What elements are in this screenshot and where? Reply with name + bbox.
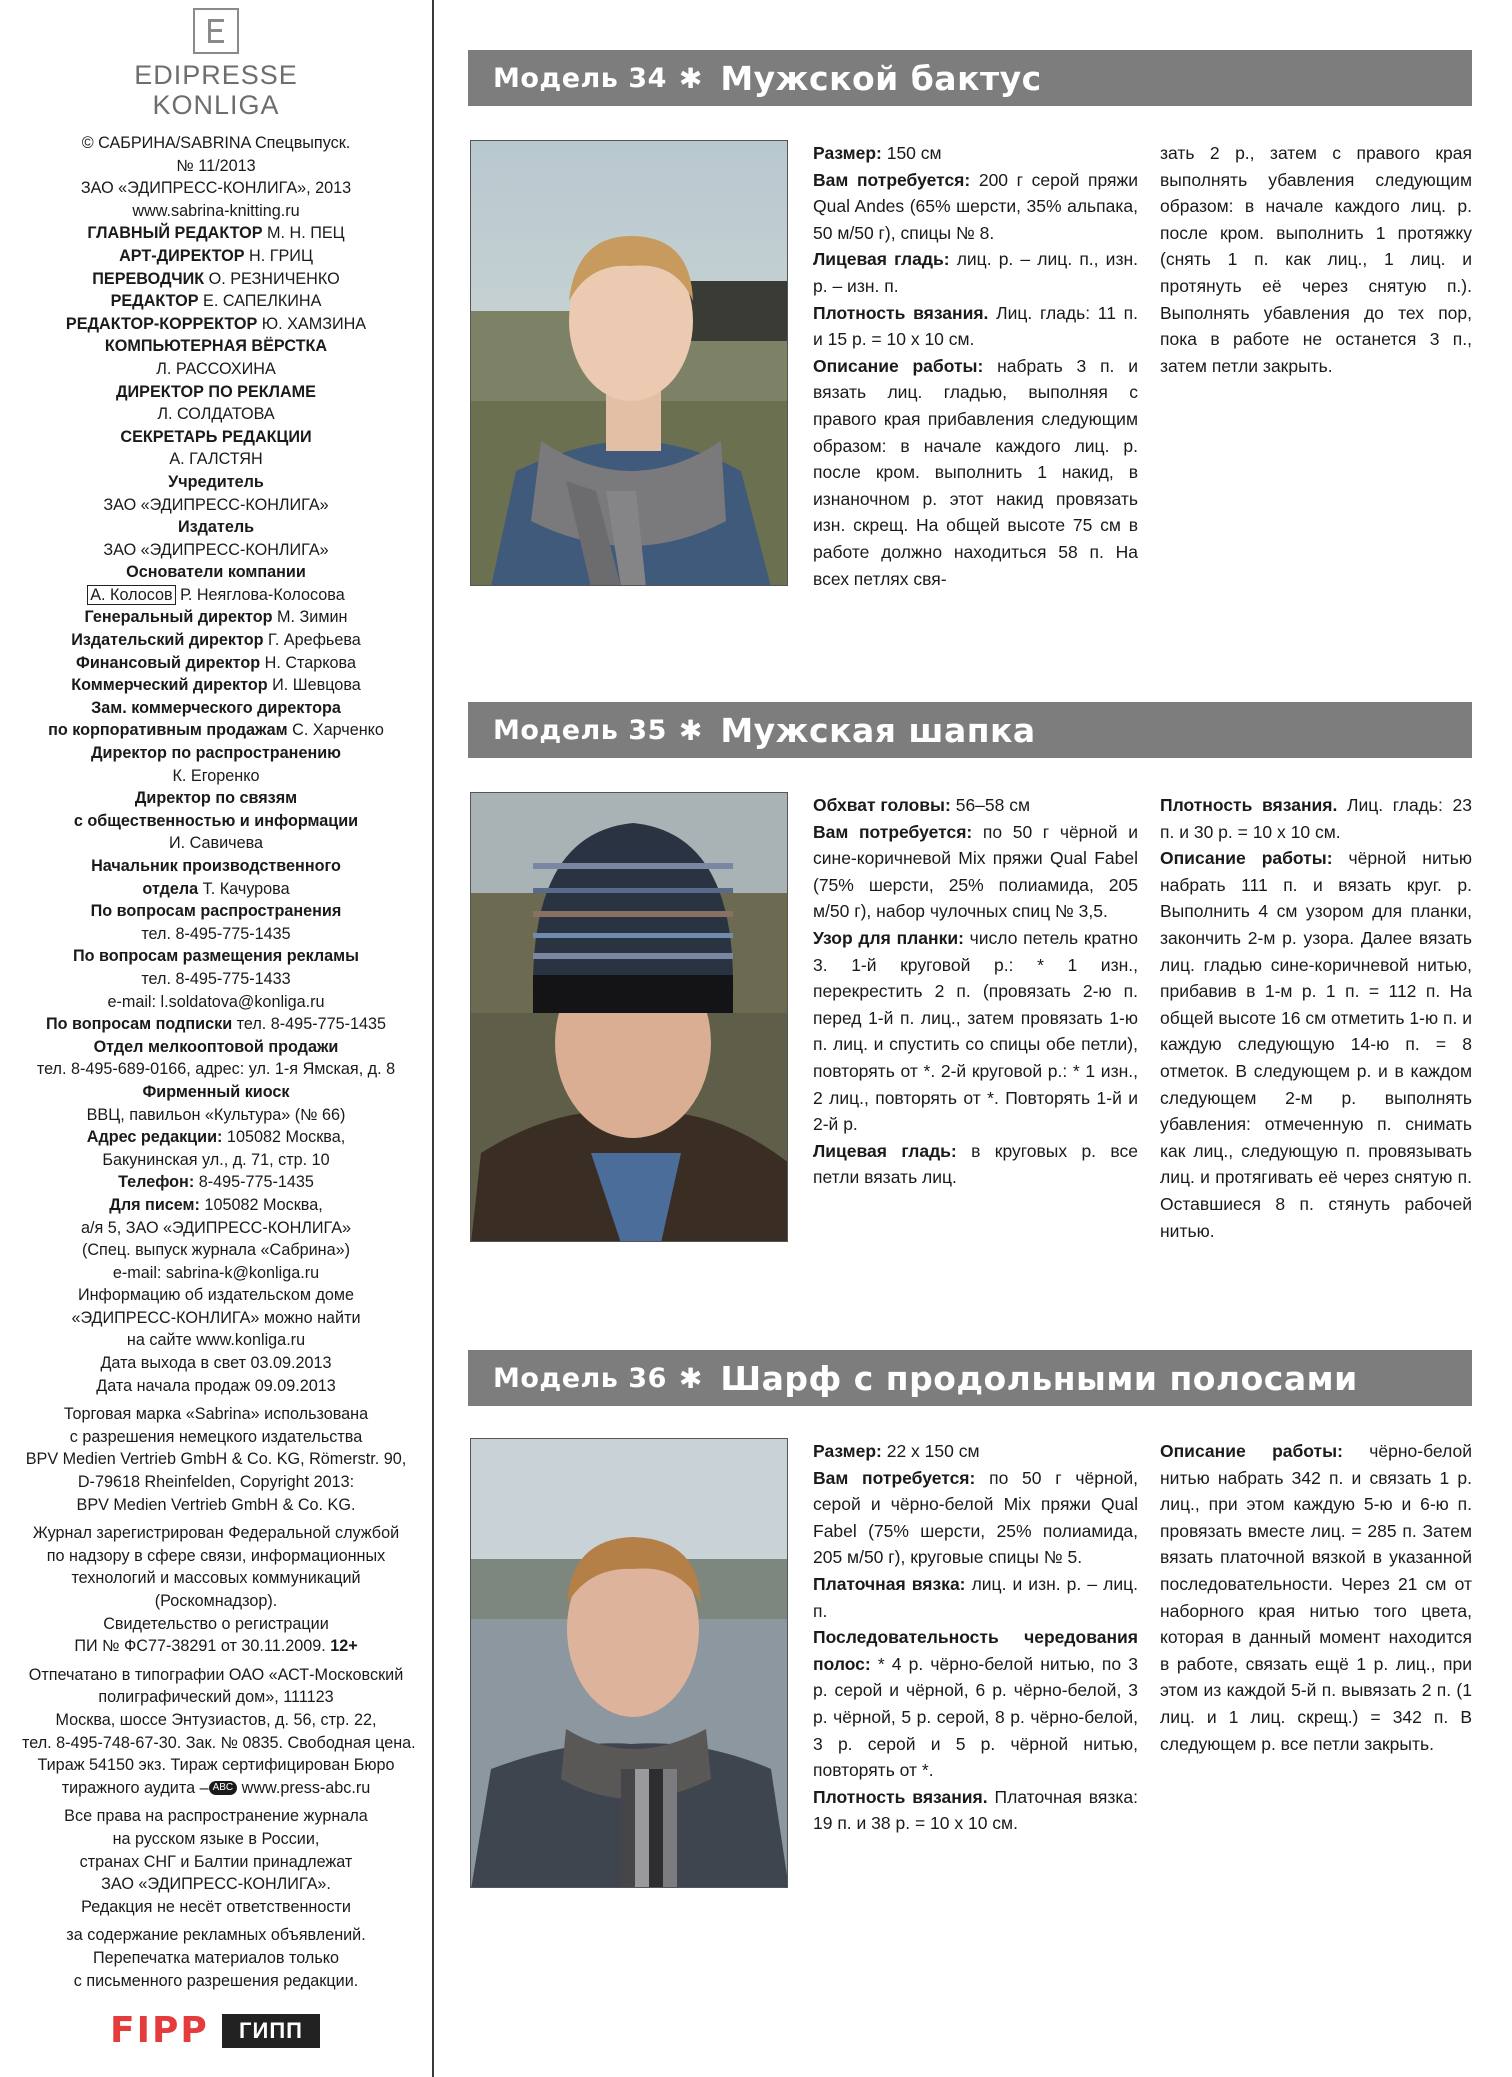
imprint-line — [22, 900, 410, 923]
imprint-line — [22, 1635, 410, 1658]
text-run: 105082 Москва, — [199, 1195, 323, 1214]
imprint-line — [22, 177, 410, 200]
text-run: К. Егоренко — [172, 766, 260, 785]
text-run: по 50 г чёрной, серой и чёрно-белой Mix пряжи Qual Fabel (75% шерсти, 25% полиамида, 205 м/50 г), круговые спицы № 5. — [813, 1467, 1138, 1568]
text-run: * 4 р. чёрно-белой нитью, по 3 р. серой и чёрной, 6 р. чёрно-белой, 3 р. чёрной, 5 р. серой, 8 р. чёрно-белой, 3 р. серой и 5 р. чёрной нитью, повторять от *. — [813, 1653, 1138, 1781]
paragraph — [813, 353, 1138, 592]
imprint-line — [22, 652, 410, 675]
bold-label: Директор по распространению — [90, 744, 341, 763]
text-run: Е. САПЕЛКИНА — [198, 292, 322, 311]
bold-label: Описание работы: — [1160, 848, 1333, 869]
text-run: D-79618 Rheinfelden, Copyright 2013: — [77, 1473, 355, 1492]
bold-label: Размер: — [813, 1441, 882, 1461]
paragraph — [813, 925, 1138, 1138]
imprint-line — [22, 1058, 410, 1081]
abc-badge-icon: ABC — [209, 1781, 238, 1795]
imprint-line — [22, 358, 410, 381]
paragraph — [813, 246, 1138, 299]
imprint-line — [22, 787, 410, 810]
imprint-line — [22, 855, 410, 878]
bold-label: Коммерческий директор — [71, 676, 268, 695]
text-run: Информацию об издательском доме — [77, 1286, 355, 1305]
text-run: И. Савичева — [168, 834, 263, 853]
bold-label: Учредитель — [168, 472, 264, 491]
model-number: Модель 36 — [493, 1362, 667, 1394]
model-number: Модель 35 — [493, 714, 667, 746]
bold-label: КОМПЬЮТЕРНАЯ ВЁРСТКА — [104, 337, 328, 356]
bold-label: Адрес редакции: — [86, 1128, 223, 1147]
text-run: Бакунинская ул., д. 71, стр. 10 — [102, 1150, 330, 1169]
bold-label: Для писем: — [109, 1195, 200, 1214]
text-run: 200 г серой пряжи Qual Andes (65% шерсти, 35% альпака, 50 м/50 г), спицы № 8. — [813, 169, 1138, 243]
text-run: А. ГАЛСТЯН — [169, 450, 263, 469]
text-run: Лиц. гладь: 23 п. и 30 р. = 10 х 10 см. — [1160, 795, 1472, 842]
text-run: набрать 3 п. и вязать лиц. гладью, выполняя с правого края прибавления следующим образом: в начале каждого лиц. р. после кром. выполнить 1 накид, в изнаночном р. этот накид провязать изн. скрещ. На общей высоте 75 см в работе должно находиться 58 п. На всех петлях свя- — [813, 355, 1138, 589]
model-36-col1 — [813, 1438, 1138, 1837]
bold-label: Размер: — [813, 143, 882, 163]
model-34-col1 — [813, 140, 1138, 592]
imprint-column — [0, 0, 432, 2077]
paragraph — [813, 300, 1138, 353]
paragraph — [813, 1784, 1138, 1837]
text-run: № 11/2013 — [176, 156, 256, 175]
logo-edipresse: EDIPRESSE — [134, 60, 298, 90]
text-run: лиц. р. – лиц. п., изн. р. – изн. п. — [813, 249, 1138, 296]
imprint-line — [22, 1567, 410, 1590]
model-35-photo — [470, 792, 788, 1242]
imprint-line — [22, 268, 410, 291]
paragraph — [813, 140, 1138, 167]
imprint-line — [22, 923, 410, 946]
text-run: а/я 5, ЗАО «ЭДИПРЕСС-КОНЛИГА» — [80, 1218, 352, 1237]
model-number: Модель 34 — [493, 62, 667, 94]
bold-label: Отдел мелкооптовой продажи — [93, 1037, 339, 1056]
bold-label: Последовательность чередования полос: — [813, 1627, 1138, 1674]
imprint-line — [22, 1375, 410, 1398]
imprint-line — [22, 1590, 410, 1613]
bold-label: Узор для планки: — [813, 927, 964, 948]
imprint-line — [22, 1239, 410, 1262]
imprint-line — [22, 1777, 410, 1800]
logo-konliga: KONLIGA — [152, 90, 280, 120]
imprint-line — [22, 1613, 410, 1636]
imprint-line — [22, 606, 410, 629]
text-run: О. РЕЗНИЧЕНКО — [204, 269, 340, 288]
bold-label: Обхват головы: — [813, 795, 951, 815]
imprint-line — [22, 719, 410, 742]
text-run: технологий и массовых коммуникаций — [71, 1569, 361, 1588]
text-run: чёрной нитью набрать 111 п. и вязать круг. р. Выполнить 4 см узором для планки, закончить 2-м р. узора. Далее вязать лиц. гладью сине-коричневой нитью, прибавив в 1-м р. 1 п. = 112 п. На общей высоте 16 см отметить 1-ю п. и каждую следующую 14-ю п. = 8 отметок. В следующем р. и в каждом следующем 2-м р. выполнять убавления: отмеченную п. снимать как лиц., следующую п. провязывать лиц. и протягивать её через снятую п. Оставшиеся 8 п. стянуть рабочей нитью. — [1160, 848, 1472, 1241]
imprint-line — [22, 1126, 410, 1149]
bold-label: Телефон: — [118, 1173, 195, 1192]
text-run: 22 х 150 см — [881, 1441, 980, 1461]
fipp-logo: FIPP — [110, 2010, 209, 2051]
text-run: 56–58 см — [950, 795, 1031, 815]
text-run: BPV Medien Vertrieb GmbH & Co. KG, Römerstr. 90, — [25, 1450, 407, 1469]
model-36-section — [468, 1350, 1472, 1910]
imprint-line — [22, 516, 410, 539]
bold-label: ДИРЕКТОР ПО РЕКЛАМЕ — [116, 382, 316, 401]
paragraph — [1160, 1438, 1472, 1757]
text-run: Отпечатано в типографии ОАО «АСТ-Московский — [28, 1665, 404, 1684]
imprint-line — [22, 991, 410, 1014]
text-run: в круговых р. все петли вязать лиц. — [813, 1140, 1138, 1188]
imprint-line — [22, 1013, 410, 1036]
bold-label: по корпоративным продажам — [48, 721, 288, 740]
paragraph — [813, 1138, 1138, 1191]
imprint-line — [22, 1686, 410, 1709]
bold-label: Фирменный киоск — [142, 1082, 290, 1101]
text-run: Г. Арефьева — [263, 631, 361, 650]
bold-label: СЕКРЕТАРЬ РЕДАКЦИИ — [120, 427, 312, 446]
boxed-name: А. Колосов — [87, 585, 175, 605]
model-title: Мужская шапка — [720, 710, 1036, 750]
bold-label: Издательский директор — [71, 631, 264, 650]
bold-label: Плотность вязания. — [813, 302, 989, 323]
gipp-logo: ГИПП — [222, 2014, 320, 2048]
bold-label: Описание работы: — [813, 355, 984, 376]
text-run: e-mail: sabrina-k@konliga.ru — [112, 1263, 320, 1282]
imprint-line — [22, 810, 410, 833]
bold-label: Основатели компании — [126, 563, 306, 582]
text-run: ЗАО «ЭДИПРЕСС-КОНЛИГА». — [101, 1875, 331, 1894]
imprint-line — [22, 1494, 410, 1517]
edipresse-logo-icon — [193, 8, 239, 54]
bold-label: По вопросам размещения рекламы — [73, 947, 359, 966]
imprint-line — [22, 222, 410, 245]
column-divider — [432, 0, 434, 2077]
imprint-line — [22, 1171, 410, 1194]
imprint-line — [22, 1828, 410, 1851]
imprint-line — [22, 1262, 410, 1285]
text-run: Платочная вязка: 19 п. и 38 р. = 10 х 10 см. — [813, 1786, 1138, 1834]
bold-label: Лицевая гладь: — [813, 249, 950, 270]
imprint-line — [22, 1426, 410, 1449]
imprint-line — [22, 132, 410, 155]
model-36-col2 — [1160, 1438, 1472, 1757]
text-run: Редакция не несёт ответственности — [81, 1897, 351, 1916]
text-run: Т. Качурова — [198, 879, 290, 898]
paragraph — [813, 167, 1138, 247]
imprint-line — [22, 1403, 410, 1426]
paragraph — [813, 792, 1138, 819]
bold-label: Лицевая гладь: — [813, 1140, 957, 1161]
text-run: Л. СОЛДАТОВА — [157, 405, 275, 424]
text-run: М. Н. ПЕЦ — [262, 224, 345, 243]
text-run: полиграфический дом», 111123 — [98, 1688, 334, 1707]
imprint-line — [22, 1873, 410, 1896]
bold-label: РЕДАКТОР-КОРРЕКТОР — [65, 314, 258, 333]
text-run: С. Харченко — [287, 721, 384, 740]
text-run: ВВЦ, павильон «Культура» (№ 66) — [86, 1105, 346, 1124]
imprint-line — [22, 765, 410, 788]
paragraph — [1160, 140, 1472, 379]
imprint-line — [22, 878, 410, 901]
text-run: 8-495-775-1435 — [194, 1173, 314, 1192]
text-run: (Роскомнадзор). — [154, 1592, 278, 1610]
imprint-line — [22, 1545, 410, 1568]
text-run: странах СНГ и Балтии принадлежат — [79, 1852, 353, 1871]
model-35-header — [468, 702, 1472, 758]
bold-label: По вопросам распространения — [90, 902, 342, 921]
text-run: Все права на распространение журнала — [64, 1807, 368, 1826]
imprint-line — [22, 539, 410, 562]
text-run: www.press-abc.ru — [237, 1778, 371, 1797]
text-run: тел. 8-495-748-67-30. Зак. № 0835. Свободная цена. — [22, 1733, 416, 1752]
bold-label: АРТ-ДИРЕКТОР — [119, 246, 245, 265]
text-run: лиц. и изн. р. – лиц. п. — [813, 1573, 1138, 1621]
model-title: Шарф с продольными полосами — [720, 1358, 1358, 1398]
text-run: Перепечатка материалов только — [92, 1948, 340, 1967]
model-title: Мужской бактус — [720, 58, 1042, 98]
text-run: Р. Неяглова-Колосова — [175, 585, 345, 604]
imprint-line — [22, 1352, 410, 1375]
imprint-line — [22, 832, 410, 855]
text-run: 105082 Москва, — [222, 1128, 346, 1147]
imprint-line — [22, 313, 410, 336]
text-run: число петель кратно 3. 1-й круговой р.: * 1 изн., перекрестить 2 п. (провязать 2-ю п. перед 1-й п. лиц., затем провязать 1-ю п. лиц. и спустить со спицы обе петли), повторять от *. 2-й круговой р.: * 1 изн., 2 лиц., повторять от *. Повторять 1-й и 2-й р. — [813, 927, 1139, 1135]
text-run: Ю. ХАМЗИНА — [257, 314, 367, 333]
text-run: (Спец. выпуск журнала «Сабрина») — [81, 1241, 351, 1260]
text-run: ЗАО «ЭДИПРЕСС-КОНЛИГА», 2013 — [80, 179, 352, 198]
text-run: И. Шевцова — [267, 676, 361, 695]
imprint-line — [22, 1149, 410, 1172]
text-run: тел. 8-495-689-0166, адрес: ул. 1-я Ямская, д. 8 — [36, 1060, 396, 1079]
text-run: по 50 г чёрной и сине-коричневой Mix пряжи Qual Fabel (75% шерсти, 25% полиамида, 205 м/50 г), набор чулочных спиц № 3,5. — [813, 821, 1138, 922]
text-run: Дата выхода в свет 03.09.2013 — [100, 1354, 332, 1373]
snowflake-icon: ✱ — [678, 61, 703, 95]
text-run: на сайте www.konliga.ru — [126, 1331, 306, 1350]
imprint-line — [22, 1805, 410, 1828]
imprint-line — [22, 561, 410, 584]
text-run: с письменного разрешения редакции. — [73, 1971, 359, 1990]
bold-label: Вам потребуется: — [813, 169, 971, 190]
imprint-line — [22, 471, 410, 494]
bold-label: отдела — [142, 879, 199, 898]
paragraph — [813, 819, 1138, 925]
text-run: 150 см — [881, 143, 942, 163]
model-34-header — [468, 50, 1472, 106]
text-run: e-mail: l.soldatova@konliga.ru — [107, 992, 325, 1011]
imprint-line — [22, 1217, 410, 1240]
model-36-header — [468, 1350, 1472, 1406]
imprint-line — [22, 290, 410, 313]
imprint-line — [22, 1924, 410, 1947]
text-run: за содержание рекламных объявлений. — [66, 1926, 366, 1945]
imprint-line — [22, 1104, 410, 1127]
bold-label: ГЛАВНЫЙ РЕДАКТОР — [87, 224, 263, 243]
bold-label: Плотность вязания. — [1160, 795, 1338, 815]
imprint-line — [22, 968, 410, 991]
bold-label: Зам. коммерческого директора — [91, 698, 341, 717]
imprint-line — [22, 697, 410, 720]
text-run: Н. Старкова — [260, 653, 356, 672]
imprint-line — [22, 1970, 410, 1993]
bold-label: Вам потребуется: — [813, 1467, 976, 1488]
bold-label: Финансовый директор — [76, 653, 261, 672]
bold-label: РЕДАКТОР — [110, 292, 199, 311]
imprint-line — [22, 629, 410, 652]
text-run: Лиц. гладь: 11 п. и 15 р. = 10 х 10 см. — [813, 302, 1138, 350]
bold-label: Плотность вязания. — [813, 1786, 988, 1807]
text-run: Москва, шоссе Энтузиастов, д. 56, стр. 22, — [55, 1710, 377, 1729]
model-36-photo — [470, 1438, 788, 1888]
text-run: Л. РАССОХИНА — [156, 359, 276, 378]
imprint-line — [22, 1732, 416, 1755]
bold-label: Описание работы: — [1160, 1441, 1343, 1461]
snowflake-icon: ✱ — [678, 1361, 703, 1395]
text-run: с разрешения немецкого издательства — [69, 1427, 363, 1446]
imprint-line — [22, 1754, 410, 1777]
imprint-line — [22, 1947, 410, 1970]
imprint-lines — [22, 132, 416, 1992]
imprint-line — [22, 335, 410, 358]
imprint-line — [22, 1522, 410, 1545]
text-run: по надзору в сфере связи, информационных — [46, 1546, 386, 1565]
imprint-line — [22, 945, 410, 968]
imprint-line — [22, 1284, 410, 1307]
model-35-col2 — [1160, 792, 1472, 1244]
imprint-line — [22, 1896, 410, 1919]
bold-label: Генеральный директор — [84, 608, 273, 627]
bold-label: Начальник производственного — [91, 857, 341, 875]
text-run: Н. ГРИЦ — [244, 246, 313, 265]
text-run: Дата начала продаж 09.09.2013 — [96, 1376, 336, 1395]
paragraph — [1160, 845, 1472, 1244]
text-run: М. Зимин — [272, 608, 348, 627]
imprint-line — [22, 1664, 410, 1687]
text-run: тиражного аудита – — [61, 1778, 209, 1797]
paragraph — [813, 1465, 1138, 1571]
text-run: тел. 8-495-775-1435 — [232, 1015, 386, 1034]
imprint-line — [22, 584, 410, 607]
imprint-line — [22, 1471, 410, 1494]
bold-label: По вопросам подписки — [45, 1015, 233, 1034]
text-run: Свидетельство о регистрации — [103, 1614, 329, 1633]
imprint-line — [22, 448, 410, 471]
imprint-line — [22, 1709, 410, 1732]
imprint-line — [22, 1081, 410, 1104]
imprint-line — [22, 403, 410, 426]
text-run: © САБРИНА/SABRINA Спецвыпуск. — [81, 134, 351, 152]
text-run: «ЭДИПРЕСС-КОНЛИГА» можно найти — [71, 1308, 361, 1327]
imprint-line — [22, 1194, 410, 1217]
imprint-line — [22, 426, 410, 449]
model-34-photo — [470, 140, 788, 586]
bold-label: Издатель — [177, 518, 255, 537]
snowflake-icon: ✱ — [678, 713, 703, 747]
imprint-line — [22, 742, 410, 765]
text-run: ЗАО «ЭДИПРЕСС-КОНЛИГА» — [103, 495, 329, 514]
text-run: www.sabrina-knitting.ru — [132, 201, 300, 220]
imprint-line — [22, 1307, 410, 1330]
bold-label: с общественностью и информации — [73, 811, 359, 830]
imprint-line — [22, 1851, 410, 1874]
paragraph — [1160, 792, 1472, 845]
bold-label: Вам потребуется: — [813, 821, 973, 842]
text-run: тел. 8-495-775-1435 — [141, 924, 291, 943]
model-35-section — [468, 702, 1472, 1262]
model-34-col2 — [1160, 140, 1472, 379]
imprint-line — [22, 1448, 410, 1471]
paragraph — [813, 1624, 1138, 1784]
imprint-line — [22, 494, 410, 517]
imprint-line — [22, 200, 410, 223]
imprint-line — [22, 674, 410, 697]
imprint-line — [22, 381, 410, 404]
model-34-section — [468, 50, 1472, 610]
paragraph — [813, 1571, 1138, 1624]
bold-label: ПЕРЕВОДЧИК — [92, 269, 205, 288]
text-run: чёрно-белой нитью набрать 342 п. и связать 1 р. лиц., при этом каждую 5-ю и 6-ю п. провязать вместе лиц. = 285 п. Затем вязать платочной вязкой в указанной последовательности. Через 21 см от наборного края нитью того цвета, которая в данный момент находится в работе, связать ещё 1 р. лиц., при этом из каждой 5-й п. вывязать 2 п. (1 лиц. и 1 лиц. скрещ.) = 342 п. В следующем р. все петли закрыть. — [1160, 1441, 1472, 1754]
paragraph — [813, 1438, 1138, 1465]
text-run: тел. 8-495-775-1433 — [141, 969, 291, 988]
text-run: зать 2 р., затем с правого края выполнять убавления следующим образом: в начале каждого лиц. р. после кром. выполнить 1 протяжку (снять 1 п. как лиц., 1 лиц. и протянуть её через снятую п.). Выполнять убавления до тех пор, пока в работе не останется 3 п., затем петли закрыть. — [1160, 143, 1472, 376]
text-run: ЗАО «ЭДИПРЕСС-КОНЛИГА» — [103, 540, 329, 559]
text-run: Журнал зарегистрирован Федеральной службой — [32, 1524, 400, 1543]
imprint-line — [22, 1329, 410, 1352]
text-run: ПИ № ФС77-38291 от 30.11.2009. — [74, 1637, 326, 1656]
model-35-col1 — [813, 792, 1138, 1191]
text-run: Торговая марка «Sabrina» использована — [63, 1405, 369, 1424]
bold-label: 12+ — [325, 1637, 358, 1656]
imprint-line — [22, 155, 410, 178]
imprint-line — [22, 1036, 410, 1059]
text-run: BPV Medien Vertrieb GmbH & Co. KG. — [76, 1495, 356, 1514]
text-run: Тираж 54150 экз. Тираж сертифицирован Бюро — [37, 1756, 395, 1775]
text-run: на русском языке в России, — [112, 1829, 320, 1848]
bold-label: Директор по связям — [134, 789, 298, 808]
imprint-line — [22, 245, 410, 268]
bold-label: Платочная вязка: — [813, 1573, 966, 1594]
